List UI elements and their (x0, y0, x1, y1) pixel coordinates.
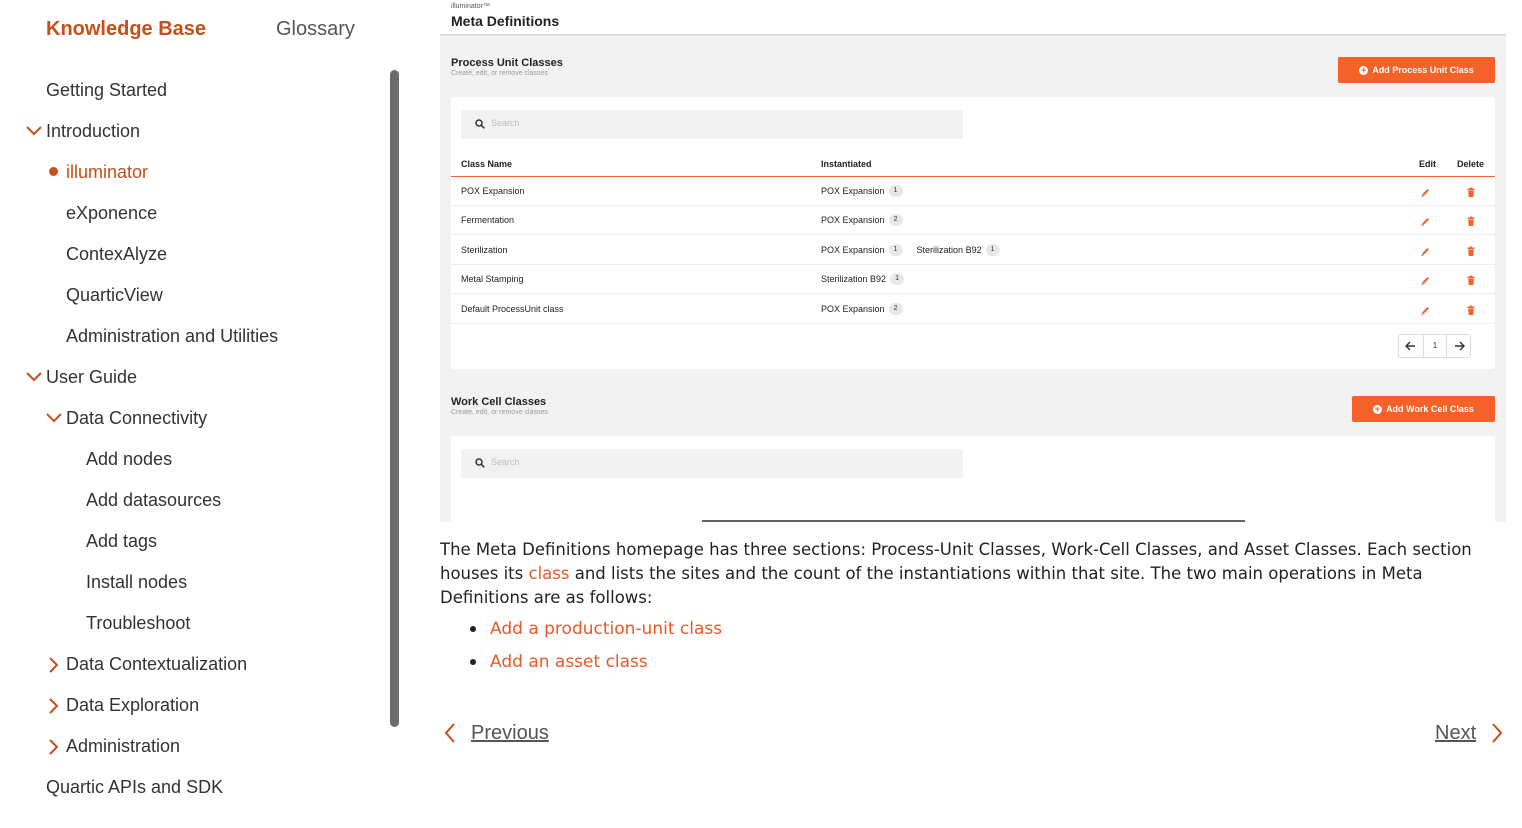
active-dot-icon (49, 167, 58, 176)
bullet-dot-icon (470, 659, 476, 665)
instance-chip (821, 303, 903, 315)
sidebar-item-introduction[interactable]: Introduction (46, 121, 141, 141)
pagination-next-button[interactable] (1447, 335, 1471, 357)
instance-count-badge: 1 (986, 244, 1000, 256)
sidebar-scrollbar[interactable] (390, 70, 399, 727)
sidebar-item-getting-started[interactable]: Getting Started (46, 80, 168, 100)
sidebar (0, 0, 410, 828)
trash-icon[interactable] (1466, 244, 1476, 262)
instance-chip (821, 214, 903, 226)
add-work-cell-class-label: Add Work Cell Class (1386, 404, 1474, 414)
pagination-prev-button[interactable] (1399, 335, 1423, 357)
sidebar-item-illuminator[interactable]: illuminator (66, 162, 149, 182)
list-item (470, 652, 648, 672)
chevron-right-icon[interactable] (44, 732, 64, 760)
edit-pencil-icon[interactable] (1420, 244, 1431, 262)
class-name-cell: Sterilization (461, 244, 508, 255)
sidebar-item-install-nodes[interactable]: Install nodes (86, 572, 188, 592)
instantiated-cell (821, 303, 903, 315)
instance-site: POX Expansion (821, 215, 885, 226)
chevron-right-icon[interactable] (44, 691, 64, 719)
instance-site: POX Expansion (821, 244, 885, 255)
previous-page-link[interactable] (443, 719, 549, 747)
work-cell-card (451, 436, 1495, 522)
sidebar-item-data-exploration[interactable]: Data Exploration (66, 695, 200, 715)
chevron-down-icon[interactable] (24, 117, 44, 145)
column-header-class-name[interactable]: Class Name (461, 159, 513, 169)
sidebar-item-contexalyze[interactable]: ContexAlyze (66, 244, 168, 264)
chevron-left-icon (443, 722, 457, 744)
app-header (440, 0, 1506, 36)
column-header-instantiated[interactable]: Instantiated (821, 159, 872, 169)
search-input[interactable] (461, 110, 963, 139)
instance-site: Sterilization B92 (821, 274, 887, 285)
sidebar-item-quartic-apis[interactable]: Quartic APIs and SDK (46, 777, 224, 797)
search-placeholder: Search (491, 118, 520, 128)
screenshot-bottom-edge (702, 520, 1245, 522)
edit-pencil-icon[interactable] (1420, 273, 1431, 291)
arrow-right-icon (1447, 335, 1471, 357)
process-unit-card (451, 97, 1495, 369)
instantiated-cell (821, 244, 1000, 256)
trash-icon[interactable] (1466, 185, 1476, 203)
instantiated-cell (821, 185, 903, 197)
instantiated-cell (821, 273, 904, 285)
instance-chip (821, 185, 903, 197)
add-production-unit-class-link[interactable]: Add a production-unit class (490, 619, 723, 639)
class-name-cell: POX Expansion (461, 186, 525, 196)
column-header-delete: Delete (1457, 159, 1485, 169)
add-work-cell-class-button[interactable] (1352, 396, 1495, 422)
description-paragraph (440, 538, 1510, 610)
class-link[interactable]: class (528, 564, 570, 583)
instance-count-badge: 1 (890, 273, 904, 285)
add-process-unit-class-label: Add Process Unit Class (1372, 65, 1474, 75)
instance-site: POX Expansion (821, 303, 885, 314)
pagination (1398, 334, 1471, 358)
table-row[interactable] (451, 177, 1495, 206)
instance-count-badge: 2 (889, 303, 903, 315)
trash-icon[interactable] (1466, 303, 1476, 321)
chevron-down-icon[interactable] (24, 363, 44, 391)
sidebar-item-add-datasources[interactable]: Add datasources (86, 490, 222, 510)
plus-circle-icon: + (1361, 64, 1367, 75)
trash-icon[interactable] (1466, 273, 1476, 291)
instance-chip (821, 273, 904, 285)
app-brand: illuminator™ (451, 3, 490, 10)
next-page-link[interactable] (1435, 719, 1504, 747)
table-row[interactable] (451, 206, 1495, 235)
class-name-cell: Default ProcessUnit class (461, 303, 564, 314)
sidebar-item-data-contextualization[interactable]: Data Contextualization (66, 654, 248, 674)
paragraph-text: The Meta Definitions homepage has three sections: Process-Unit Classes, Work-Cell Classes, and Asset Classes. Each section houses its (440, 540, 1472, 583)
search-icon (475, 458, 485, 468)
edit-pencil-icon[interactable] (1420, 303, 1431, 321)
sidebar-tabs (46, 18, 366, 46)
bullet-dot-icon (470, 626, 476, 632)
sidebar-item-admin-utilities[interactable]: Administration and Utilities (66, 326, 279, 346)
instance-site: POX Expansion (821, 186, 885, 196)
paragraph-text: and lists the sites and the count of the instantiations within that site. The two main operations in Meta Definitions are as follows: (440, 564, 1423, 607)
page-title: Meta Definitions (451, 13, 560, 29)
instance-chip (821, 244, 903, 256)
instance-site: Sterilization B92 (916, 244, 982, 255)
search-placeholder: Search (491, 457, 520, 467)
sidebar-item-exponence[interactable]: eXponence (66, 203, 158, 223)
sidebar-item-administration[interactable]: Administration (66, 736, 181, 756)
sidebar-item-add-nodes[interactable]: Add nodes (86, 449, 173, 469)
instance-count-badge: 1 (889, 185, 903, 197)
work-cell-subtitle: Create, edit, or remove classes (451, 409, 548, 416)
process-unit-title: Process Unit Classes (451, 57, 563, 69)
search-input[interactable] (461, 449, 963, 478)
instance-count-badge: 2 (889, 214, 903, 226)
trash-icon[interactable] (1466, 214, 1476, 232)
sidebar-item-quarticview[interactable]: QuarticView (66, 285, 163, 305)
sidebar-item-add-tags[interactable]: Add tags (86, 531, 158, 551)
instance-chip (917, 244, 1000, 256)
sidebar-item-troubleshoot[interactable]: Troubleshoot (86, 613, 191, 633)
sidebar-item-data-connectivity[interactable]: Data Connectivity (66, 408, 208, 428)
class-name-cell: Fermentation (461, 215, 515, 226)
arrow-left-icon (1399, 335, 1423, 357)
work-cell-title: Work Cell Classes (451, 396, 547, 408)
table-row[interactable] (451, 295, 1495, 324)
edit-pencil-icon[interactable] (1420, 214, 1431, 232)
meta-definitions-screenshot (440, 0, 1506, 522)
table-row[interactable] (451, 236, 1495, 265)
chevron-right-icon (1490, 722, 1504, 744)
add-process-unit-class-button[interactable] (1338, 57, 1495, 83)
edit-pencil-icon[interactable] (1420, 185, 1431, 203)
instance-count-badge: 1 (889, 244, 903, 256)
next-label: Next (1435, 721, 1477, 744)
list-item (470, 619, 722, 639)
add-asset-class-link[interactable]: Add an asset class (490, 652, 648, 672)
instantiated-cell (821, 214, 903, 226)
search-icon (475, 119, 485, 129)
column-header-edit: Edit (1419, 159, 1436, 169)
pagination-current-page[interactable]: 1 (1423, 335, 1447, 357)
process-unit-subtitle: Create, edit, or remove classes (451, 70, 548, 77)
chevron-down-icon[interactable] (44, 404, 64, 432)
class-name-cell: Metal Stamping (461, 274, 524, 285)
tab-glossary[interactable]: Glossary (276, 18, 355, 40)
tab-knowledge-base[interactable]: Knowledge Base (46, 18, 207, 40)
chevron-right-icon[interactable] (44, 650, 64, 678)
table-row[interactable] (451, 265, 1495, 294)
sidebar-item-user-guide[interactable]: User Guide (46, 367, 138, 387)
plus-circle-icon: + (1374, 403, 1381, 414)
previous-label: Previous (471, 721, 549, 744)
